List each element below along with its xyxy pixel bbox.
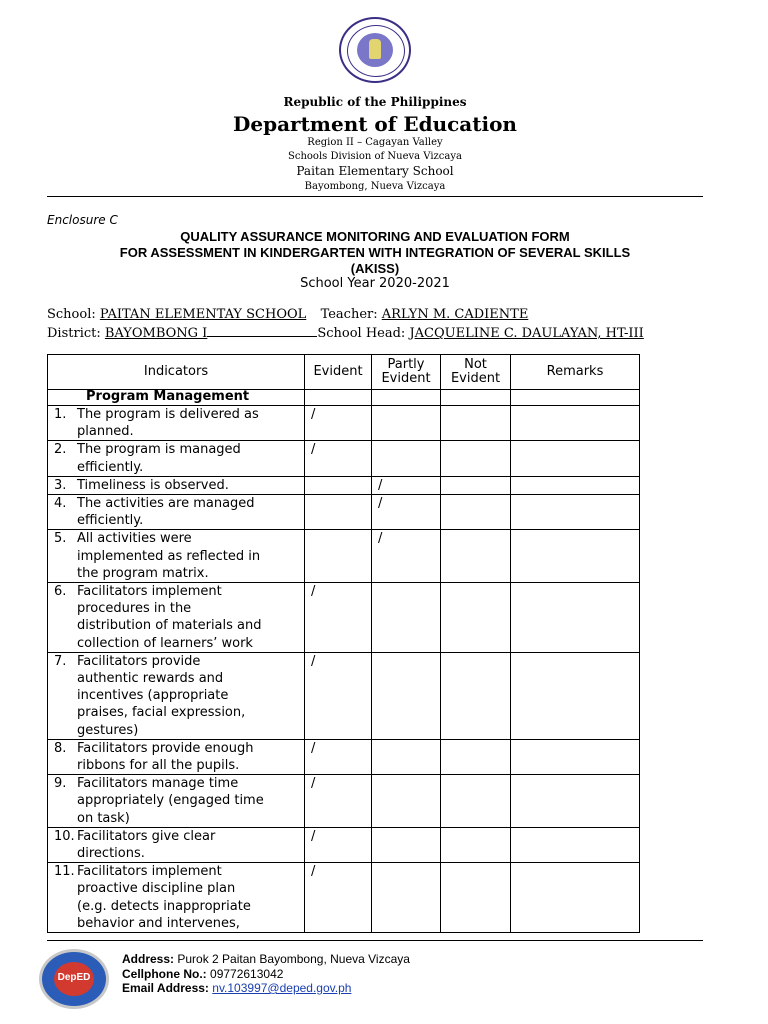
email-label: Email Address: xyxy=(122,981,209,995)
indicator-cell xyxy=(48,863,305,933)
evident-cell: / xyxy=(305,406,372,441)
remarks-cell xyxy=(511,775,640,828)
partly-cell xyxy=(372,775,441,828)
division-line: Schools Division of Nueva Vizcaya xyxy=(288,151,462,162)
footer-divider xyxy=(47,940,703,941)
indicator-text: The activities are managed xyxy=(77,496,255,512)
header-evident: Evident xyxy=(305,355,372,390)
school-line: Paitan Elementary School xyxy=(296,164,454,178)
table-row xyxy=(48,583,640,653)
not-cell xyxy=(441,739,511,774)
teacher-value: ARLYN M. CADIENTE xyxy=(381,307,529,322)
table-header-row xyxy=(48,355,640,390)
table-row xyxy=(48,652,640,739)
school-label: School: xyxy=(47,307,96,322)
form-title-line-1: QUALITY ASSURANCE MONITORING AND EVALUATION FORM xyxy=(180,229,570,244)
table-row xyxy=(48,827,640,862)
indicator-text: Facilitators provide xyxy=(77,653,201,669)
evident-cell xyxy=(305,530,372,583)
evident-cell: / xyxy=(305,739,372,774)
partly-cell xyxy=(372,827,441,862)
partly-cell xyxy=(372,739,441,774)
partly-cell xyxy=(372,652,441,739)
not-cell xyxy=(441,863,511,933)
evident-cell: / xyxy=(305,652,372,739)
indicator-cell xyxy=(48,827,305,862)
table-row xyxy=(48,530,640,583)
remarks-cell xyxy=(511,530,640,583)
indicator-text: efficiently. xyxy=(77,513,144,529)
indicator-cell xyxy=(48,406,305,441)
indicator-text: The program is delivered as xyxy=(77,407,259,422)
district-head-line xyxy=(47,324,644,341)
not-cell xyxy=(441,495,511,530)
indicator-number: 7. xyxy=(54,653,67,669)
remarks-cell xyxy=(511,476,640,494)
indicator-text: directions. xyxy=(77,846,145,862)
not-cell xyxy=(441,827,511,862)
remarks-cell xyxy=(511,495,640,530)
remarks-cell xyxy=(511,739,640,774)
district-value: BAYOMBONG I xyxy=(104,326,208,341)
district-blank xyxy=(207,324,317,337)
indicator-text: The program is managed xyxy=(77,442,241,458)
form-title-line-2: FOR ASSESSMENT IN KINDERGARTEN WITH INTEGRATION OF SEVERAL SKILLS xyxy=(119,245,631,260)
partly-cell: / xyxy=(372,476,441,494)
indicator-text: on task) xyxy=(77,810,130,826)
phone-value: 09772613042 xyxy=(210,967,284,981)
indicator-text: collection of learners’ work xyxy=(77,635,253,651)
header-indicators: Indicators xyxy=(48,355,305,390)
remarks-cell xyxy=(511,406,640,441)
indicator-text: proactive discipline plan xyxy=(77,881,236,897)
not-cell xyxy=(441,476,511,494)
teacher-label: Teacher: xyxy=(320,307,378,322)
header-partly-evident: Partly Evident xyxy=(372,355,441,390)
indicator-cell xyxy=(48,652,305,739)
evident-cell xyxy=(305,495,372,530)
evident-cell: / xyxy=(305,583,372,653)
address-label: Address: xyxy=(122,952,175,966)
school-teacher-line xyxy=(47,307,528,322)
table-row xyxy=(48,863,640,933)
table-row xyxy=(48,476,640,494)
indicator-text: implemented as reflected in xyxy=(77,548,261,564)
footer-phone xyxy=(122,967,283,981)
table-row xyxy=(48,739,640,774)
indicator-cell xyxy=(48,476,305,494)
indicator-text: distribution of materials and xyxy=(77,618,262,634)
indicator-text: Facilitators give clear xyxy=(77,828,216,844)
indicator-number: 8. xyxy=(54,740,67,756)
indicator-text: appropriately (engaged time xyxy=(77,793,264,809)
indicator-text: ribbons for all the pupils. xyxy=(77,758,240,774)
not-cell xyxy=(441,775,511,828)
head-label: School Head: J xyxy=(317,326,415,341)
indicator-text: Facilitators provide enough xyxy=(77,740,254,756)
logo-text: DepED xyxy=(57,972,91,983)
indicator-number: 3. xyxy=(54,477,67,493)
indicator-text: procedures in the xyxy=(77,601,192,617)
indicator-number: 1. xyxy=(54,407,67,422)
district-label: District: xyxy=(47,326,101,341)
indicator-text: the program matrix. xyxy=(77,565,209,581)
indicator-number: 4. xyxy=(54,496,67,512)
indicator-text: Facilitators manage time xyxy=(77,776,239,792)
address-value: Purok 2 Paitan Bayombong, Nueva Vizcaya xyxy=(177,952,410,966)
not-cell xyxy=(441,530,511,583)
indicator-text: Timeliness is observed. xyxy=(77,477,229,493)
indicator-text: incentives (appropriate xyxy=(77,688,229,704)
indicator-text: authentic rewards and xyxy=(77,671,224,687)
school-year: School Year 2020-2021 xyxy=(300,276,450,291)
evaluation-table xyxy=(47,354,640,933)
school-value: PAITAN ELEMENTAY SCHOOL xyxy=(99,307,307,322)
indicator-number: 10. xyxy=(54,828,75,844)
head-value: ACQUELINE C. DAULAYAN, HT-III xyxy=(414,326,644,341)
indicator-number: 5. xyxy=(54,531,67,547)
remarks-cell xyxy=(511,863,640,933)
not-cell xyxy=(441,441,511,476)
indicator-text: (e.g. detects inappropriate xyxy=(77,898,251,914)
partly-cell xyxy=(372,441,441,476)
indicator-text: behavior and intervenes, xyxy=(77,915,240,931)
indicator-number: 11. xyxy=(54,864,75,880)
indicator-number: 9. xyxy=(54,776,67,792)
deped-school-logo-icon xyxy=(39,949,109,1009)
indicator-cell xyxy=(48,583,305,653)
location-line: Bayombong, Nueva Vizcaya xyxy=(304,181,446,192)
indicator-number: 2. xyxy=(54,442,67,458)
remarks-cell xyxy=(511,583,640,653)
header-divider xyxy=(47,196,703,197)
republic-line: Republic of the Philippines xyxy=(283,95,467,109)
indicator-text: Facilitators implement xyxy=(77,584,222,600)
deped-seal-icon xyxy=(339,17,411,83)
evident-cell: / xyxy=(305,775,372,828)
partly-cell xyxy=(372,863,441,933)
not-cell xyxy=(441,652,511,739)
header-not-evident: Not Evident xyxy=(441,355,511,390)
indicator-number: 6. xyxy=(54,584,67,600)
remarks-cell xyxy=(511,827,640,862)
indicator-cell xyxy=(48,530,305,583)
table-row xyxy=(48,406,640,441)
evident-cell: / xyxy=(305,441,372,476)
indicator-cell xyxy=(48,441,305,476)
footer-address xyxy=(122,952,410,966)
region-line: Region II – Cagayan Valley xyxy=(307,137,443,148)
remarks-cell xyxy=(511,441,640,476)
phone-label: Cellphone No.: xyxy=(122,967,207,981)
partly-cell: / xyxy=(372,495,441,530)
table-row xyxy=(48,775,640,828)
table-row xyxy=(48,495,640,530)
indicator-cell xyxy=(48,775,305,828)
indicator-text: gestures) xyxy=(77,722,139,738)
evident-cell: / xyxy=(305,827,372,862)
indicator-text: efficiently. xyxy=(77,459,144,475)
indicator-cell xyxy=(48,739,305,774)
evident-cell: / xyxy=(305,863,372,933)
section-program-management: Program Management xyxy=(48,390,305,406)
indicator-cell xyxy=(48,495,305,530)
department-title: Department of Education xyxy=(233,112,517,136)
table-row xyxy=(48,441,640,476)
partly-cell xyxy=(372,406,441,441)
indicator-text: planned. xyxy=(77,424,134,440)
indicator-text: praises, facial expression, xyxy=(77,705,246,721)
not-cell xyxy=(441,583,511,653)
indicator-text: All activities were xyxy=(77,531,192,547)
form-title-line-3: (AKISS) xyxy=(350,261,400,276)
enclosure-label: Enclosure C xyxy=(47,213,118,227)
evident-cell xyxy=(305,476,372,494)
indicator-text: Facilitators implement xyxy=(77,864,222,880)
header-remarks: Remarks xyxy=(511,355,640,390)
email-link[interactable]: nv.103997@deped.gov.ph xyxy=(212,981,352,995)
remarks-cell xyxy=(511,652,640,739)
not-cell xyxy=(441,406,511,441)
footer-email xyxy=(122,981,351,995)
partly-cell xyxy=(372,583,441,653)
section-row xyxy=(48,390,640,406)
partly-cell: / xyxy=(372,530,441,583)
